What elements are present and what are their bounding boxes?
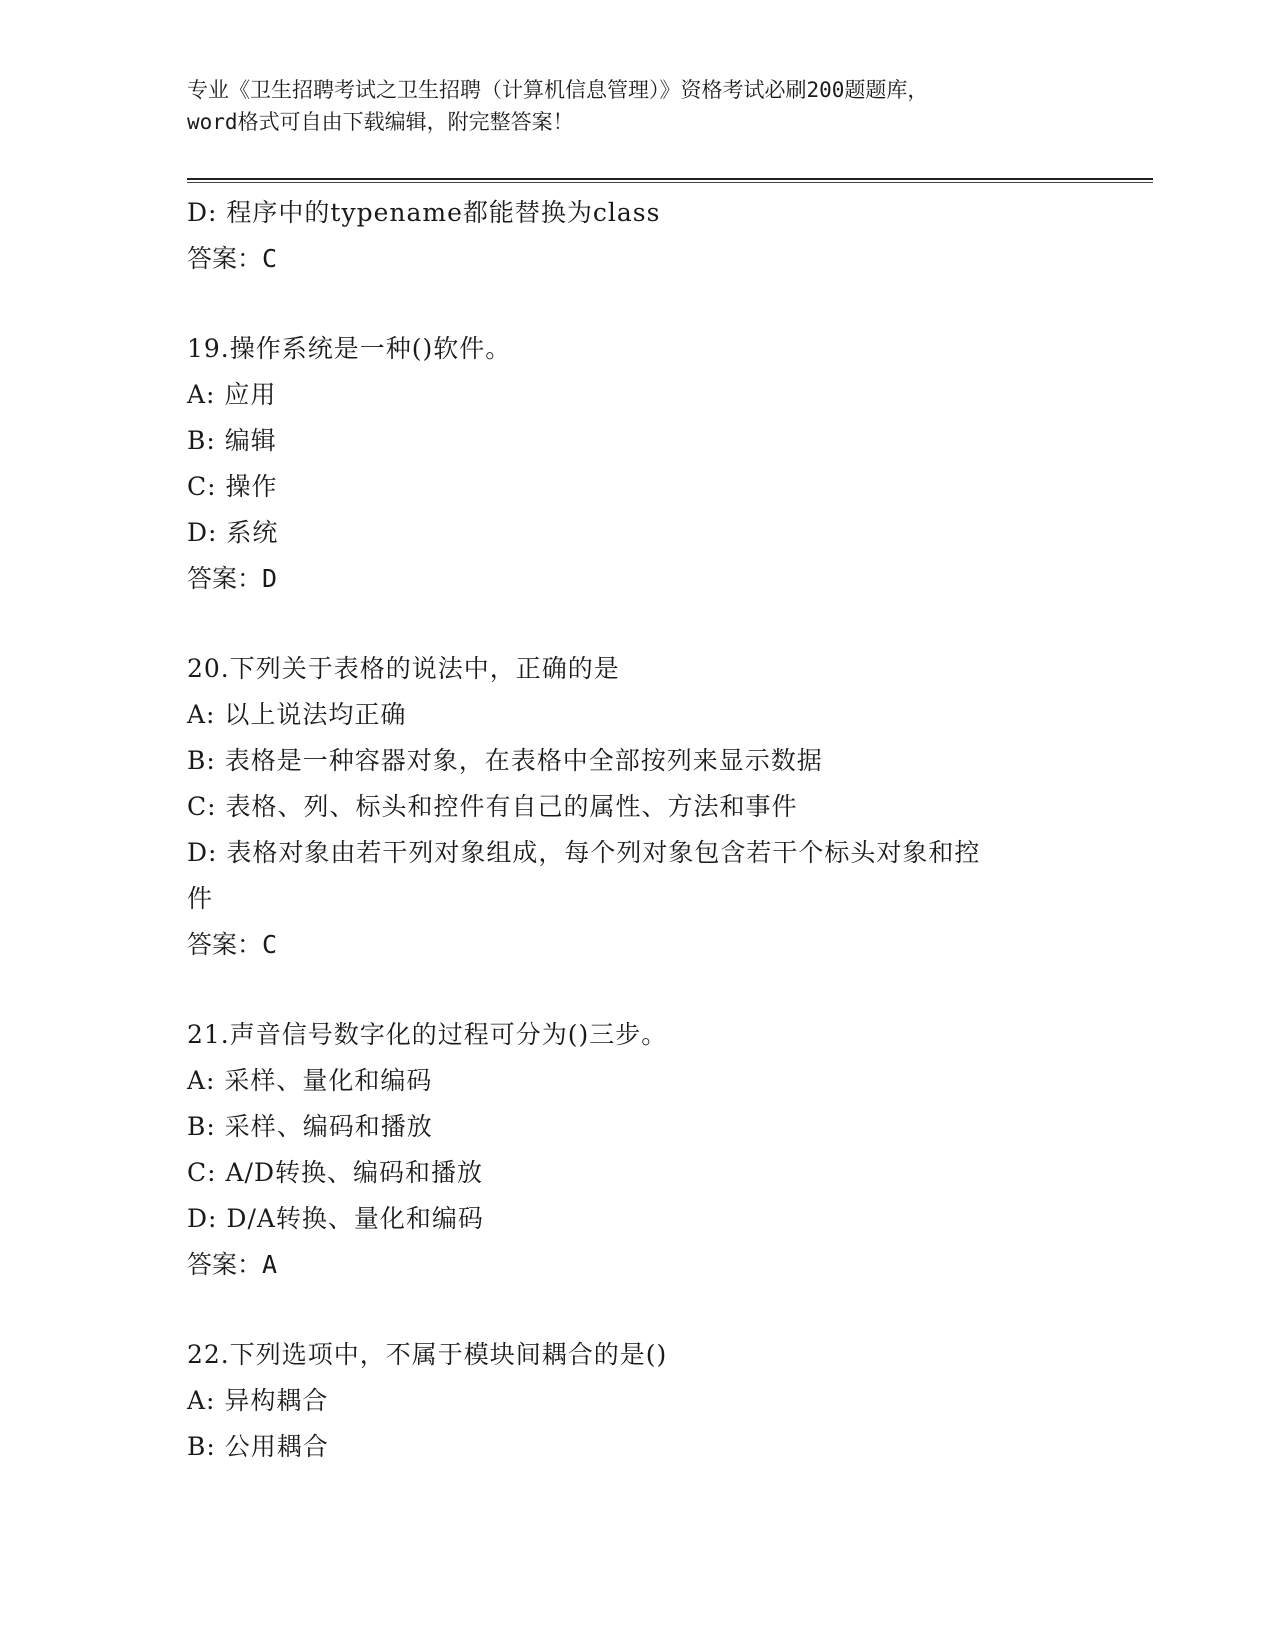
option-b: B: 公用耦合: [187, 1432, 329, 1461]
question-stem: 19.操作系统是一种()软件。: [187, 334, 512, 363]
option-c: C: 操作: [187, 472, 278, 501]
answer-line: 答案：C: [187, 930, 278, 959]
question-stem: 20.下列关于表格的说法中，正确的是: [187, 654, 620, 683]
option-a: A: 异构耦合: [187, 1386, 329, 1415]
option-d: D: 程序中的typename都能替换为class: [187, 198, 661, 227]
option-b: B: 表格是一种容器对象，在表格中全部按列来显示数据: [187, 746, 823, 775]
option-c: C: A/D转换、编码和播放: [187, 1158, 484, 1187]
header-rule-thin: [187, 182, 1153, 183]
document-header: [187, 74, 1087, 138]
answer-line: 答案：C: [187, 244, 278, 273]
question-gap: [187, 602, 1087, 646]
question-stem: 21.声音信号数字化的过程可分为()三步。: [187, 1020, 668, 1049]
question-gap: [187, 282, 1087, 326]
option-a: A: 采样、量化和编码: [187, 1066, 433, 1095]
option-a: A: 应用: [187, 380, 277, 409]
option-d: D: 系统: [187, 518, 279, 547]
option-d-continued: 件: [187, 884, 214, 913]
answer-line: 答案：D: [187, 564, 278, 593]
header-line-2: word格式可自由下载编辑，附完整答案！: [187, 110, 574, 134]
question-stem: 22.下列选项中，不属于模块间耦合的是(): [187, 1340, 668, 1369]
question-gap: [187, 968, 1087, 1012]
option-b: B: 采样、编码和播放: [187, 1112, 433, 1141]
option-a: A: 以上说法均正确: [187, 700, 407, 729]
option-d: D: D/A转换、量化和编码: [187, 1204, 484, 1233]
document-body: [187, 190, 1087, 1470]
header-line-1: 专业《卫生招聘考试之卫生招聘（计算机信息管理）》资格考试必刷200题题库，: [187, 78, 929, 102]
header-rule-thick: [187, 178, 1153, 180]
option-b: B: 编辑: [187, 426, 277, 455]
option-c: C: 表格、列、标头和控件有自己的属性、方法和事件: [187, 792, 798, 821]
question-gap: [187, 1288, 1087, 1332]
answer-line: 答案：A: [187, 1250, 278, 1279]
option-d: D: 表格对象由若干列对象组成，每个列对象包含若干个标头对象和控: [187, 838, 981, 867]
